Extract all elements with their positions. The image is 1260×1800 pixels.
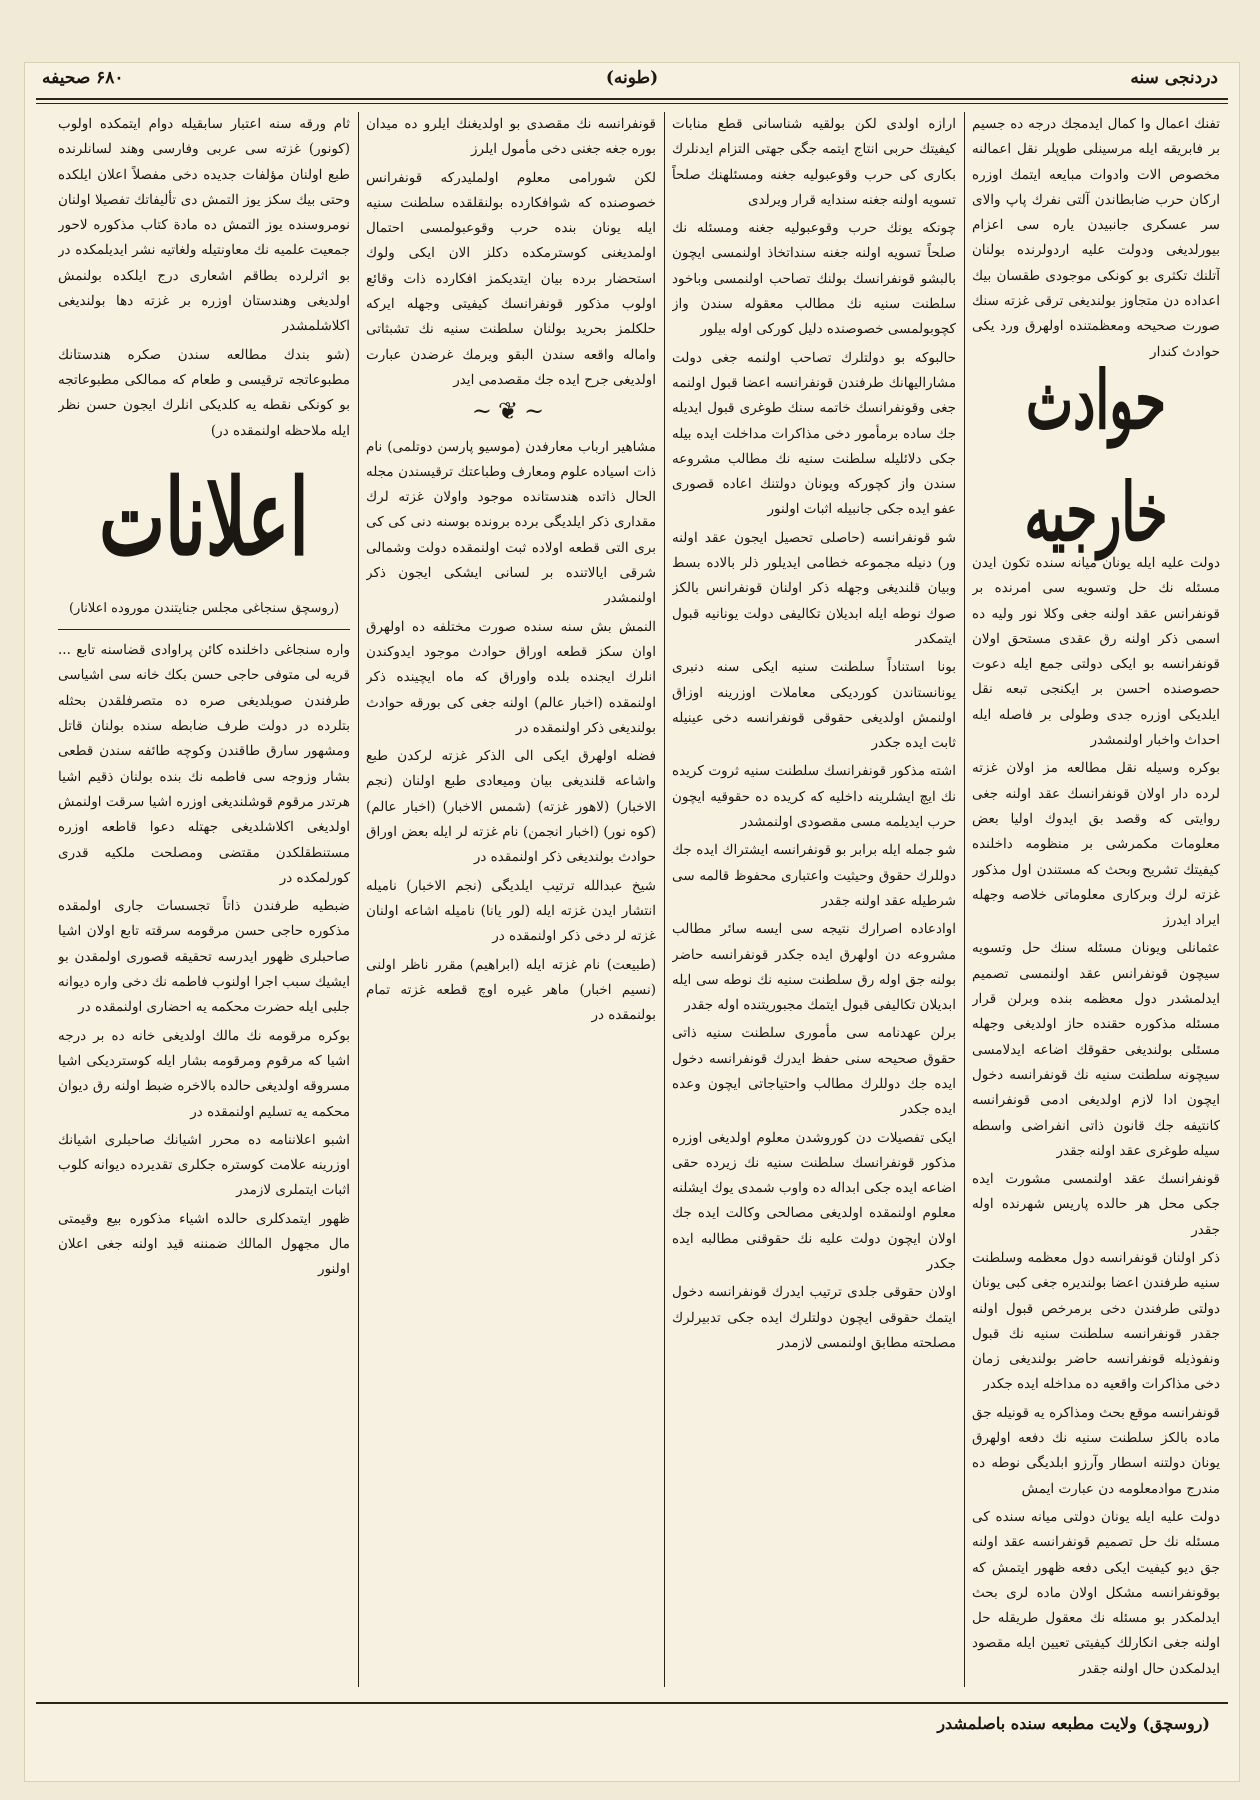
paragraph: برلن عهدنامه سی مأموری سلطنت سنیه ذاتی حقوق صحیحه سنی حفظ ایدرك قونفرانسه دخول ایده جك دوللرك مطالب واحتیاجاتی ایچون وعده ایده جكدر [672, 1025, 956, 1118]
paragraph: اشبو اعلاننامه ده محرر اشیانك صاحبلری اشیانك اوزرینه علامت كوستره جكلری تقدیرده دیوانه كلوب اثبات ایتملری لازمدر [58, 1131, 350, 1199]
paragraph: اشته مذكور قونفرانسك سلطنت سنیه ثروت كریده نك ایچ ایشلرینه داخلیه كه كریده ده حقوقیه ایچون حرب ایدیلمه مسی مقصودی اولنمشدر [672, 763, 956, 831]
col1-top-text [972, 112, 1220, 365]
paragraph: بوكره مرقومه نك مالك اولدیغی خانه ده بر درجه اشیا كه مرقوم ومرقومه بشار ایله كوستردیكی اشیا مسروقه اولدیغی حالده بالاخره ضبط اولنه رق دیوان محكمه یه تسلیم اولنمقده در [58, 1027, 350, 1120]
paragraph: ذكر اولنان قونفرانسه دول معظمه وسلطنت سنیه طرفندن اعضا بولندیره جغی كبی یونان دولتی طرفندن دخی برمرخص قبول اولنه جقدر قونفرانسه سلطنت سنیه نك قبول ونفوذیله قونفرانسه حاضر بولندیغی زمان دخی مذاكرات واقعیه ده مداخله ایده جكدر [972, 1249, 1220, 1393]
ornamental-divider: ~❦~ [471, 397, 551, 426]
paragraph: شو جمله ایله برابر بو قونفرانسه ایشتراك ایده جك دوللرك حقوق وحیثیت واعتباری محفوظ قالمه سی شرطیله عقد اولنه جقدر [672, 842, 956, 909]
col1-bottom-text [972, 551, 1220, 1687]
paragraph: ثام ورقه سنه اعتبار سابقیله دوام ایتمكده اولوب (كونور) غزته سی عربی وفارسی وهند لسانلرنده طبع اولنان مؤلفات جدیده دخی مفصلاً اعلان ایلكده وحتی بیك سكز یوز التمش دی تأليفاتك تفصيلا اولنان نومروسنده یوز التمش ده مادة كتاب مذكوره لاحور جمعیت علمیه نك معاونتیله ولغاتیه نشر ایدیلمكده در بو اثرلرده بطاقم اشعاری درج ایلكده بولنمش اولدیغی وهندستان اوزره بر غزته دها بولندیغی اكلاشلمشدر [58, 116, 350, 335]
paragraph: قونفرانسه نك مقصدی بو اولدیغنك ایلرو ده میدان بوره جغه جغنی دخی مأمول ایلرز [366, 116, 656, 158]
paragraph: اوادعاده اصرارك نتیجه سی ایسه سائر مطالب مشروعه دن اولهرق ایده جكدر قونفرانسه حاضر بولنه جق اوله رق سلطنت سنیه نك نوطه سی ایله ابدیلان تكالیفی قبول ایتمك مجبوریتنده اوله جقدر [672, 921, 956, 1014]
paragraph: قونفرانسك عقد اولنمسی مشورت ایده جكی محل هر حالده پاریس شهرنده اوله جقدر [972, 1171, 1220, 1238]
paragraph: دولت علیه ایله یونان دولتی میانه سنده كی مسئله نك حل تصمیم قونفرانسه عقد اولنه جق دیو كیفیت ایكی دفعه ظهور ایتمش كه بوقونفرانسه مشكل اولان ماده لری بحث ایدلمكدر بو مسئله نك معقول طریقله حل اولنه جغی انكارلك كیفیتی تعیین ایله مقصود ایدلمكدن حال اولنه جقدر [972, 1508, 1220, 1677]
newspaper-page [24, 62, 1240, 1782]
paragraph: لكن شورامی معلوم اولملیدركه قونفرانس خصوصنده كه شوافكارده بولنقلقده سلطنت سنیه ایله یونان بنده حرب وقوعبولمسی احتمال اولمدیغنی كوسترمكده دكلز الان ایكی ولوك استحضار برده بیان ایتدیكمز افكارده ذات وقائع اولوب مذكور قونفرانسك كیفیتی وجهله ایركه حلكلمز بحرید بولنان سلطنت سنیه نك تشبثاتی واماله واقعه سندن البقو ویرمك غرضدن عبارت اولدیغی جرح ایده جك مقصدمی ایدر [366, 169, 656, 388]
paragraph: شو قونفرانسه (حاصلی تحصیل ایجون عقد اولنه ور) دنیله مجموعه خطامی ایدیلور ذلر بالاده بسط وبیان قلندیغی وجهله ذكر اولنان قونفرانس بالكز صوك نوطه ایله ابدیلان تكالیفی دولت یونانیه قبول ایتمكدر [672, 529, 956, 647]
divider [58, 629, 350, 630]
announcements-subtitle: (روسچق سنجاغی مجلس جنایتندن موروده اعلانار) [68, 600, 340, 616]
header-page-number: ۶۸۰ صحیفه [42, 68, 124, 88]
printer-footer: (روسچق) ولایت مطبعه سنده باصلمشدر [937, 1714, 1210, 1733]
header-rule-thin [36, 103, 1228, 104]
footer-rule [36, 1702, 1228, 1704]
section-masthead-foreign-news: حوادث خارجیه [1024, 352, 1168, 560]
paragraph: ضبطیه طرفندن ذاتاً تجسسات جاری اولمقده مذكوره حاجی حسن مرقومه سرقته تابع اولان اشیا صاحبلری ظهور ایدرسه تحقیقه قصوری اولمقدن بو ایشیك سبب اجرا اولنوب فاطمه نك دخی واره دیوانه جلبی ایله حضرت محكمه یه احضاری اولنمقده در [58, 898, 350, 1016]
column-2 [672, 112, 956, 1687]
paragraph: فضله اولهرق ایكی الی الذكر غزته لركدن طبع واشاعه قلندیغی بیان ومیعادی طبع اولنان (نجم الاخبار) (لاهور غزته) (شمس الاخبار) (اخبار عالم) (كوه نور) (اخبار انجمن) نام غزته لر ایله بعض اوراق حوادث بولندیغی ذكر اولنمقده در [366, 748, 656, 866]
column-1 [972, 112, 1220, 1687]
paragraph: (طبیعت) نام غزته ایله (ابراهیم) مقرر ناظر اولنی (نسیم اخبار) ماهر غیره اوچ قطعه غزته تمام بولنمقده در [366, 956, 656, 1024]
paragraph: اولان حقوقی جلدی ترتیب ایدرك قونفرانسه دخول ایتمك حقوقی ایچون دولتلرك ایده جكی تدبیرلرك مصلحته مطابق اولنمسی لازمدر [672, 1284, 956, 1351]
paragraph: بوكره وسیله نقل مطالعه مز اولان غزته لرده دار اولان قونفرانسك عقد اولنه جغی روایتی كه وقصد بق ایدوك اولیا بعض معلومات مكمرشی بر منظومه داخلنده كیفیتك تشریح وبحث كه مستندن اول مذكور غزته لرك وبركاری معلوماتی خلاصه وجهله ایراد ایدرز [972, 760, 1220, 929]
column-divider [964, 112, 965, 1687]
paragraph: قونفرانسه موقع بحث ومذاكره یه قونیله جق ماده بالكز سلطنت سنیه نك دفعه اولهرق یونان دولتنه اسطار وآرزو ابلدیگی نوطه ده مندرج موادمعلومه دن عبارت ایمش [972, 1404, 1220, 1497]
column-divider [358, 112, 359, 1687]
paragraph: بونا استناداً سلطنت سنیه ایكی سنه دنبری یونانستاندن كوردیكی معاملات اوزرینه اوزاق اولنمش اولدیغی حقوقی قونفرانسه دخی عینیله ثابت ایده جكدر [672, 659, 956, 752]
paragraph: مشاهیر ارباب معارفدن (موسیو پارسن دوتلمی) نام ذات اسیاده علوم ومعارف وطباعتك ترقیسندن مجله الحال ذاتده هندستانده موجود واولان غزته لرك مقداری ذكر ایلدیگی برده برونده بوسنه دنی كی كی بری التی قطعه اولاده ثبت اولنمقده دولت وشمالی شرقی ایالاتنده بر لسانی ایشكی ایجون ذكر اولنمشدر [366, 438, 656, 607]
paragraph: حالبوكه بو دولتلرك تصاحب اولنمه جغی دولت مشارالیهانك طرفندن قونفرانسه اعضا قبول اولنمه جغی وقونفرانسك خاتمه سنك طوغری قبول ایدیله جك ساده برمأمور دخی مذاكرات مداخلت ایده بیله جكی دلائلیله سلطنت سنیه نك مطالب مشروعه سندن واز كچوركه ویونان دولتنك اعاده قصوری عفو ایده جكی جانبیله اثبات اولنور [672, 349, 956, 518]
paragraph: دولت علیه ایله یونان میانه سنده تكون ایدن مسئله نك حل وتسویه سی امرنده بر قونفرانس عقد اولنه جغی وكلا نور ولیه ده اسمی ذكر اولنه رق عقدی مستحق اولان قونفرانسه بو ایكی دولتی جمع ایله دعوت حصوصنده احسن بر ایكنجی تبعه نقل ایلدیكی اوزره جدی وطولی بر فاصله ایله احداث واخبار اولنمشدر [972, 554, 1220, 749]
paragraph: ارازه اولدی لكن بولقیه شناسانی قطع منابات كیفیتك حربی انتاج ایتمه جگی جهتی التزام ایدنلرك بكاری كی حرب وقوعبولیه جغنه ومسئلهنك صلحاً تسویه اولنه جغنه سندایه قرار ویرلدی [672, 116, 956, 208]
paragraph: (شو بندك مطالعه سندن صكره هندستانك مطبوعاتجه ترقیسی و طعام كه ممالكی مطبوعاتجه بو كونكی نقطه یه كلدیكی انلرك ایجون حسن نظر ایله ملاحظه اولنمقده در) [58, 346, 350, 439]
column-divider [664, 112, 665, 1687]
header-year: دردنجی سنه [1130, 68, 1218, 88]
paragraph: ظهور ایتمدكلری حالده اشیاء مذكوره بیع وقیمتی مال مجهول المالك ضمننه قید اولنه جغی اعلان اولنور [58, 1210, 350, 1278]
paragraph [972, 1685, 1220, 1687]
paragraph: النمش بش سنه سنده صورت مختلفه ده اولهرق اوان سكز قطعه اوراق حوادث موجود ایدوكندن انلرك ایجنده بلده واوراق كه ماه ایچینده ذكر اولنمقده (اخبار عالم) اولنه جغی كی بورقه حوادث بولندیغی ذكر اولنمقده در [366, 618, 656, 736]
header-newspaper-name: (طونه) [605, 68, 659, 88]
column-3 [366, 112, 656, 1687]
header-rule [36, 98, 1228, 100]
column-4 [58, 112, 350, 1687]
page-header [24, 62, 1240, 92]
paragraph: تفنك اعمال وا كمال ایدمجك درجه ده جسیم بر فابریقه ایله مرسینلی طوپلر نقل اعمالنه مخصوص الات وادوات مبایعه ایتمك اوزره اركان حرب ضابطاندن آلتی نفرك پاپ والای سر عسكری جانبیدن یاره سی اعزام بیورلدیغی ودولت علیه اردولرنده بولنان آتلنك تكثری بو كونكی موجودی طقسان بیك اعداده دن متجاوز بولندیغی ترقی غزته سنك صورت صحیحه ومعظمتنده اولهرق ورد یكی حوادث كندار [972, 116, 1220, 360]
paragraph: چونكه یونك حرب وقوعبولیه جغنه ومسئله نك صلحاً تسویه اولنه جغنه سنداتخاذ اولنمسی ایچون بالبشو قونفرانسك بولنك تصاحب اولنمسی وباخود سلطنت سنیه نك مطالب معقوله سندن واز كچوبولمسی خصوصنده دلیل كوركی اوله بیلور [672, 220, 956, 338]
section-title-announcements: اعلانات [99, 454, 309, 580]
paragraph: ایكی تفصیلات دن كوروشدن معلوم اولدیغی اوزره مذكور قونفرانسك سلطنت سنیه نك زیرده حقی اضاعه ایده جكی ابداله ده واوب شمدی یوك ایشلنه معلوم اولنمقده اولدیغی مصالحی وكالت ایده جك اولان ایچون دولت علیه نك حقوقنی مطالبه ایده جكدر [672, 1129, 956, 1273]
paragraph: عثمانلی ویونان مسئله سنك حل وتسویه سیچون قونفرانس عقد اولنمسی تصمیم ایدلمشدر دول معظمه بنده وبرلن قرار مسئله مذكوره حقنده حاز اولدیغی وجهله مسئلی بولندیغی حقوقك اضاعه ایدلامسی سیچونه سلطنت سنیه نك قونفرانسه دخول ایچون ادا لازم اولدیغی ادمی قونفرانسه كانتیفه جك قانون ذاتی انفراضی واسطه سیله طوغری عقد اولنه جقدر [972, 940, 1220, 1159]
paragraph: شیخ عبدالله ترتیب ایلدیگی (نجم الاخبار) نامیله انتشار ایدن غزته ایله (لور یانا) نامیله اشاعه اولنان غزته لر دخی ذكر اولنمقده در [366, 877, 656, 945]
paragraph: واره سنجاغی داخلنده كائن پراوادی قضاسنه تابع ... قریه لی متوفی حاجی حسن بكك خانه سی اشیاسی طرفندن صویلدیغی صره ده متصرفلقدن بحثله بتلرده در دولت طرف ضابطه سنده بولنان قاتل ومشهور سارق طاقندن وكوچه طائفه سندن قطعی بشار وزوجه سی فاطمه نك بنده بولنان ذقیم اشیا هرتدر مرقوم قوشلندیغی اوزره اشیا سرقت اولنمش اولدیغی اكلاشلدیغی جهتله دعوا قاطعه اوزره مستنطقلكدن مقتضی ومصلحت ملكیه قدری كورلمكده در [58, 642, 350, 886]
